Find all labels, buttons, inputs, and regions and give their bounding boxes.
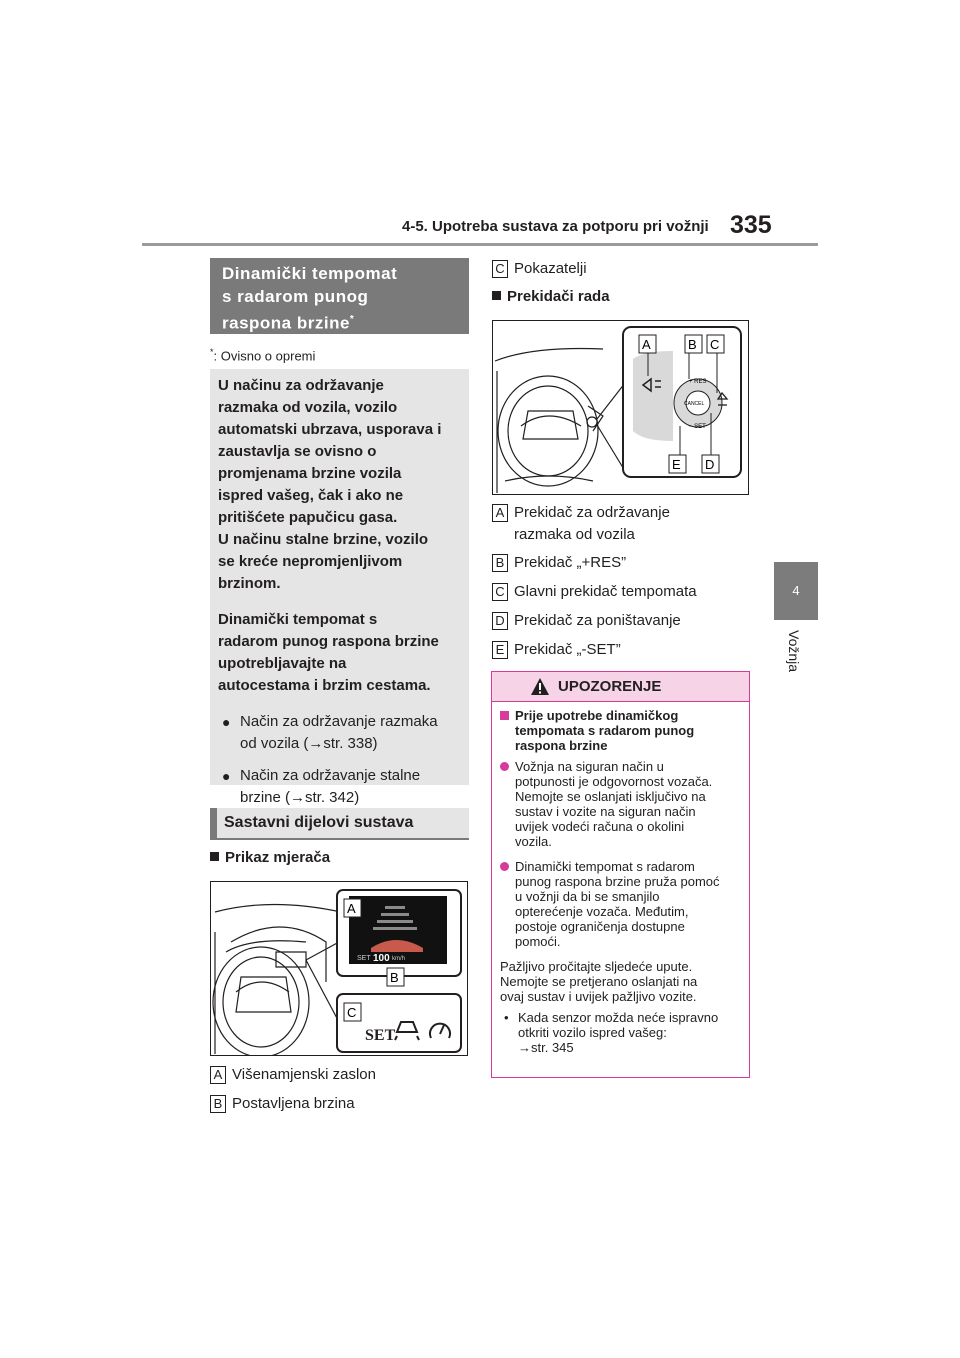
- bullet-item: ● Način za održavanje razmaka od vozila (→str. 338): [222, 711, 461, 755]
- figure-label-c: C: [710, 337, 720, 352]
- intro-paragraph: U načinu za održavanje razmaka od vozila, vozilo automatski ubrzava, usporava i zaustavlja se ovisno o promjenama brzine vozila ispred vašeg, čak i ako ne pritišćete papučicu gasa. U načinu stalne brzine, vozilo se kreće nepromjenljivom brzinom.: [218, 377, 442, 592]
- chapter-label: Vožnja: [786, 630, 802, 673]
- legend-label: A: [492, 504, 508, 522]
- legend-item: D Prekidač za poništavanje: [492, 610, 681, 632]
- switches-illustration: [493, 321, 748, 494]
- figure-label-b: B: [390, 970, 399, 985]
- legend-item: A Prekidač za održavanje razmaka od vozila: [492, 502, 670, 546]
- warning-body: [500, 708, 740, 1055]
- res-text: + RES: [689, 379, 707, 385]
- page-number: 335: [730, 211, 772, 239]
- warning-header: [492, 672, 749, 702]
- legend-label: C: [492, 260, 508, 278]
- set-text: − SET: [689, 424, 706, 430]
- warning-sub-bullet: • Kada senzor možda neće ispravno otkriti vozilo ispred vašeg: →str. 345: [504, 1010, 719, 1055]
- warning-triangle-icon: [530, 677, 550, 696]
- circle-bullet-icon: [500, 762, 509, 771]
- legend-label: D: [492, 612, 508, 630]
- meter-illustration: [211, 882, 467, 1055]
- footnote: *: Ovisno o opremi: [210, 347, 316, 364]
- legend-label: E: [492, 641, 508, 659]
- section-heading-rule: [210, 838, 469, 840]
- figure-label-b: B: [688, 337, 697, 352]
- warning-heading: Prije upotrebe dinamičkog tempomata s radarom punog raspona brzine: [500, 708, 740, 753]
- legend-label: C: [492, 583, 508, 601]
- main-heading-line: s radarom punog: [222, 287, 369, 306]
- section-heading: Sastavni dijelovi sustava: [210, 808, 469, 838]
- switches-subheading: Prekidači rada: [492, 288, 610, 305]
- legend-item: E Prekidač „-SET”: [492, 639, 621, 661]
- meter-unit: km/h: [392, 956, 406, 962]
- meter-figure: [210, 881, 468, 1056]
- section-title: 4-5. Upotreba sustava za potporu pri vožnji: [402, 218, 709, 235]
- intro-paragraph: Dinamički tempomat s radarom punog raspona brzine upotrebljavajte na autocestama i brzim cestama.: [218, 611, 439, 694]
- square-bullet-icon: [500, 711, 509, 720]
- warning-point: Vožnja na siguran način u potpunosti je odgovornost vozača. Nemojte se oslanjati isključivo na sustav i vozite na siguran način uvijek vodeći računa o okolini vozila.: [500, 759, 740, 849]
- meter-subheading: Prikaz mjerača: [210, 849, 330, 866]
- legend-item: B Prekidač „+RES”: [492, 552, 626, 574]
- switches-figure: [492, 320, 749, 495]
- cancel-text: CANCEL: [684, 401, 705, 407]
- legend-item: A Višenamjenski zaslon: [210, 1064, 376, 1086]
- legend-item: C Pokazatelji: [492, 258, 587, 280]
- main-heading: [210, 258, 469, 334]
- header-rule: [142, 243, 818, 246]
- dot-bullet-icon: •: [504, 1010, 509, 1025]
- warning-text: Pažljivo pročitajte sljedeće upute. Nemojte se pretjerano oslanjati na ovaj sustav i uvijek pažljivo vozite.: [500, 959, 698, 1004]
- bullet-icon: ●: [222, 714, 231, 730]
- square-bullet-icon: [210, 852, 219, 861]
- chapter-tab: 4: [774, 562, 818, 620]
- square-bullet-icon: [492, 291, 501, 300]
- legend-label: A: [210, 1066, 226, 1084]
- warning-title: UPOZORENJE: [558, 678, 662, 695]
- figure-label-e: E: [672, 457, 681, 472]
- intro-box: [210, 369, 469, 806]
- circle-bullet-icon: [500, 862, 509, 871]
- main-heading-line: raspona brzine*: [222, 313, 355, 333]
- indicator-set-text: SET: [365, 1027, 396, 1044]
- meter-speed: 100: [373, 953, 390, 964]
- legend-item: C Glavni prekidač tempomata: [492, 581, 697, 603]
- legend-item: B Postavljena brzina: [210, 1093, 355, 1115]
- warning-box: [491, 671, 750, 1078]
- figure-label-a: A: [347, 901, 356, 916]
- legend-label: B: [210, 1095, 226, 1113]
- bullet-item: ● Način za održavanje stalne brzine (→str. 342): [222, 765, 461, 809]
- figure-label-a: A: [642, 337, 651, 352]
- bullet-icon: ●: [222, 768, 231, 784]
- legend-label: B: [492, 554, 508, 572]
- figure-label-d: D: [705, 457, 715, 472]
- figure-label-c: C: [347, 1005, 357, 1020]
- warning-point: Dinamički tempomat s radarom punog raspona brzine pruža pomoć u vožnji da bi se smanjilo opterećenje vozača. Međutim, postoje ograničenja dostupne pomoći.: [500, 859, 740, 949]
- meter-set-text: SET: [357, 955, 371, 962]
- main-heading-line: Dinamički tempomat: [222, 264, 398, 283]
